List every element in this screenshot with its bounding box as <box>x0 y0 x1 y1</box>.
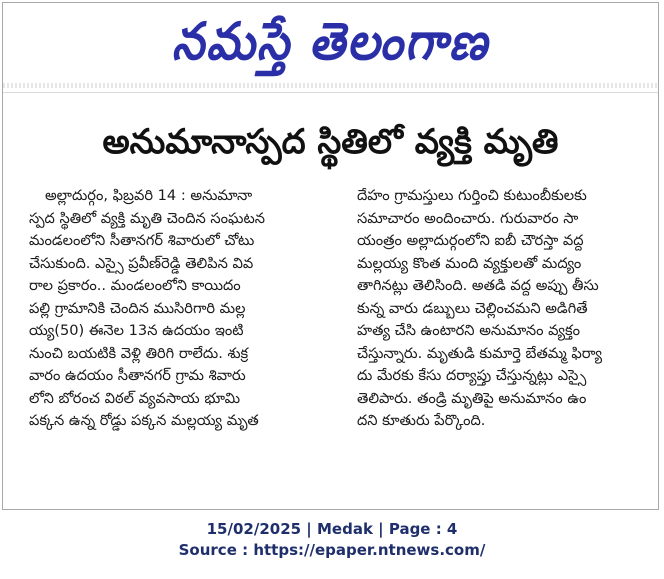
headline-text: అనుమానాస్పద స్థితిలో వ్యక్తి మృతి <box>102 122 559 162</box>
article-line: దని కూతురు పేర్కొంది. <box>357 412 486 429</box>
headline <box>3 107 658 177</box>
article-line: హత్య చేసి ఉంటారని అనుమానం వ్యక్తం <box>357 322 581 339</box>
article-line: దేహం గ్రామస్తులు గుర్తించి కుటుంబీకులకు <box>357 187 587 204</box>
article-line: సమాచారం అందించారు. గురువారం సా <box>357 209 579 227</box>
article-line: మండలంలోని సీతానగర్ శివారులో చోటు <box>29 232 255 249</box>
masthead-divider-line <box>3 92 658 93</box>
article-line: వారం ఉదయం సీతానగర్ గ్రామ శివారు <box>29 367 246 384</box>
masthead-divider <box>3 83 658 88</box>
article-line: స్పద స్థితిలో వ్యక్తి మృతి చెందిన సంఘటన <box>29 209 265 227</box>
masthead <box>3 5 658 77</box>
article-column-left <box>29 185 341 433</box>
newspaper-clipping <box>2 2 659 510</box>
footer-date-edition: 15/02/2025 | Medak | Page : 4 <box>206 520 458 538</box>
article-line: చేసుకుంది. ఎస్సై ప్రవీణ్‌రెడ్డి తెలిపిన వివ <box>29 254 254 272</box>
article-line: చేస్తున్నారు. మృతుడి కుమార్తె బేతమ్మ ఫిర్యా <box>357 344 603 362</box>
article-line: యంత్రం అల్లాదుర్గంలోని ఐబీ చౌరస్తా వద్ద <box>357 232 584 249</box>
article-line: య్య(50) ఈనెల 13న ఉదయం ఇంటి <box>29 322 244 339</box>
article-line: రాల ప్రకారం.. మండలంలోని కాయిదం <box>29 277 241 294</box>
article-line: దు మేరకు కేసు దర్యాప్తు చేస్తున్నట్లు ఎస్సై <box>357 367 587 384</box>
article-line: కున్న వారు డబ్బులు చెల్లించమని అడిగితే <box>357 299 588 317</box>
article-line: మల్లయ్య కొంత మంది వ్యక్తులతో మద్యం <box>357 254 582 272</box>
footer-source-link[interactable]: Source : https://epaper.ntnews.com/ <box>178 541 486 559</box>
article-line: పల్లి గ్రామానికి చెందిన ముసిరిగారి మల్ల <box>29 299 246 317</box>
masthead-title: నమస్తే తెలంగాణ <box>171 10 490 72</box>
article-line: పక్కన ఉన్న రోడ్డు పక్కన మల్లయ్య మృత <box>29 412 259 429</box>
article-line: లోని బోరంచ విఠల్ వ్యవసాయ భూమి <box>29 389 241 407</box>
article-line: తాగినట్లు తెలిసింది. అతడి వద్ద అప్పు తీసు <box>357 277 599 294</box>
article-column-right <box>357 185 645 433</box>
article-line: తెలిపారు. తండ్రి మృతిపై అనుమానం ఉం <box>357 389 587 407</box>
article-line: నుంచి బయటికి వెళ్లి తిరిగి రాలేదు. శుక్ర <box>29 344 249 362</box>
article-line: అల్లాదుర్గం, ఫిబ్రవరి 14 : అనుమానా <box>45 187 253 204</box>
